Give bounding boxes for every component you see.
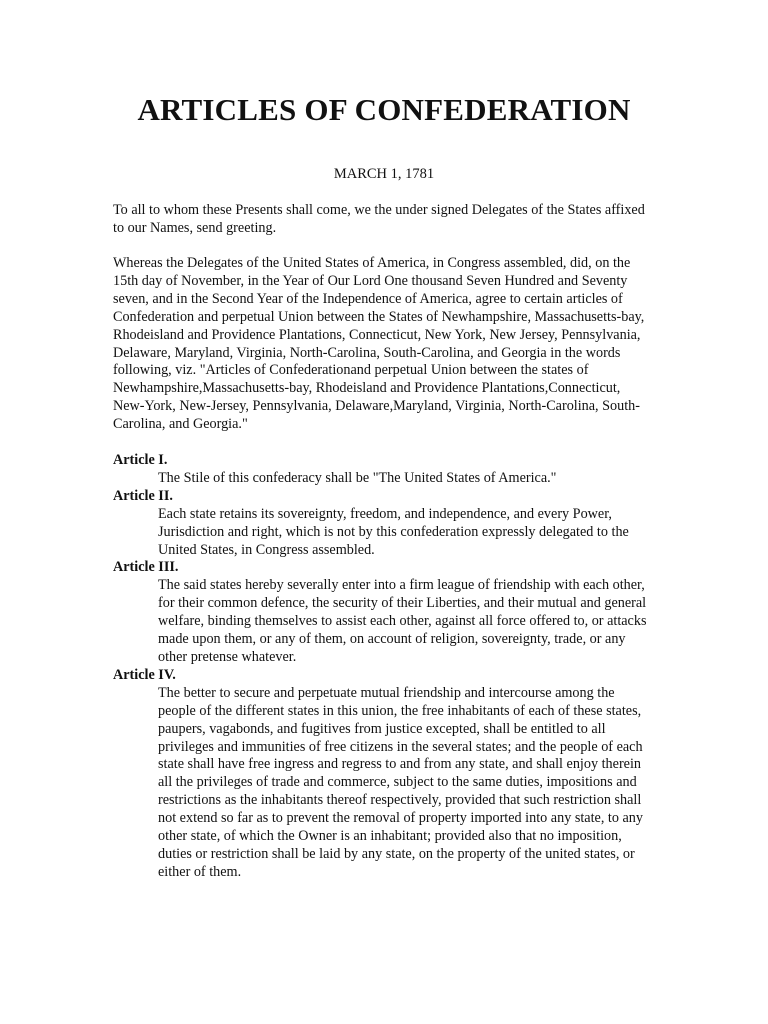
document-date: MARCH 1, 1781 [333, 166, 435, 182]
article-text: The said states hereby severally enter into a firm league of friendship with each other, for their common defence, the security of their Liberties, and their mutual and general welfare, binding themselves to assist each other, against all force offered to, or attacks made upon them, or any of them, on account of religion, sovereignty, trade, or any other pretense whatever. [158, 577, 647, 665]
article-1 [113, 452, 653, 488]
article-2 [113, 488, 653, 560]
article-heading: Article II. [113, 487, 173, 504]
whereas-paragraph: Whereas the Delegates of the United States of America, in Congress assembled, did, on the 15th day of November, in the Year of Our Lord One thousand Seven Hundred and Seventy seven, and in the Second Year of the Independence of America, agree to certain articles of Confederation and perpetual Union between the States of Newhampshire, Massachusetts-bay, Rhodeisland and Providence Plantations, Connecticut, New York, New Jersey, Pennsylvania, Delaware, Maryland, Virginia, North-Carolina, South-Carolina, and Georgia in the words following, viz. "Articles of Confederationand perpetual Union between the states of Newhampshire,Massachusetts-bay, Rhodeisland and Providence Plantations,Connecticut, New-York, New-Jersey, Pennsylvania, Delaware,Maryland, Virginia, North-Carolina, South-Carolina, and Georgia." [113, 255, 645, 433]
article-heading: Article IV. [113, 666, 176, 683]
article-text: The Stile of this confederacy shall be "The United States of America." [158, 469, 557, 486]
article-heading: Article I. [113, 452, 168, 468]
article-text: The better to secure and perpetuate mutual friendship and intercourse among the people of the different states in this union, the free inhabitants of each of these states, paupers, vagabonds, and fugitives from justice excepted, shall be entitled to all privileges and immunities of free citizens in the several states; and the people of each state shall have free ingress and regress to and from any state, and shall enjoy therein all the privileges of trade and commerce, subject to the same duties, impositions and restrictions as the inhabitants thereof respectively, provided that such restriction shall not extend so far as to prevent the removal of property imported into any state, to any other state, of which the Owner is an inhabitant; provided also that no imposition, duties or restriction shall be laid by any state, on the property of the united states, or either of them. [158, 684, 643, 880]
article-text: Each state retains its sovereignty, freedom, and independence, and every Power, Jurisdiction and right, which is not by this confederation expressly delegated to the United States, in Congress assembled. [158, 505, 629, 558]
article-heading: Article III. [113, 559, 179, 576]
intro-paragraph: To all to whom these Presents shall come, we the under signed Delegates of the States affixed to our Names, send greeting. [113, 202, 645, 236]
articles-list [113, 452, 653, 882]
article-4 [113, 667, 653, 882]
document-title: ARTICLES OF CONFEDERATION [137, 92, 631, 127]
article-3 [113, 559, 653, 666]
